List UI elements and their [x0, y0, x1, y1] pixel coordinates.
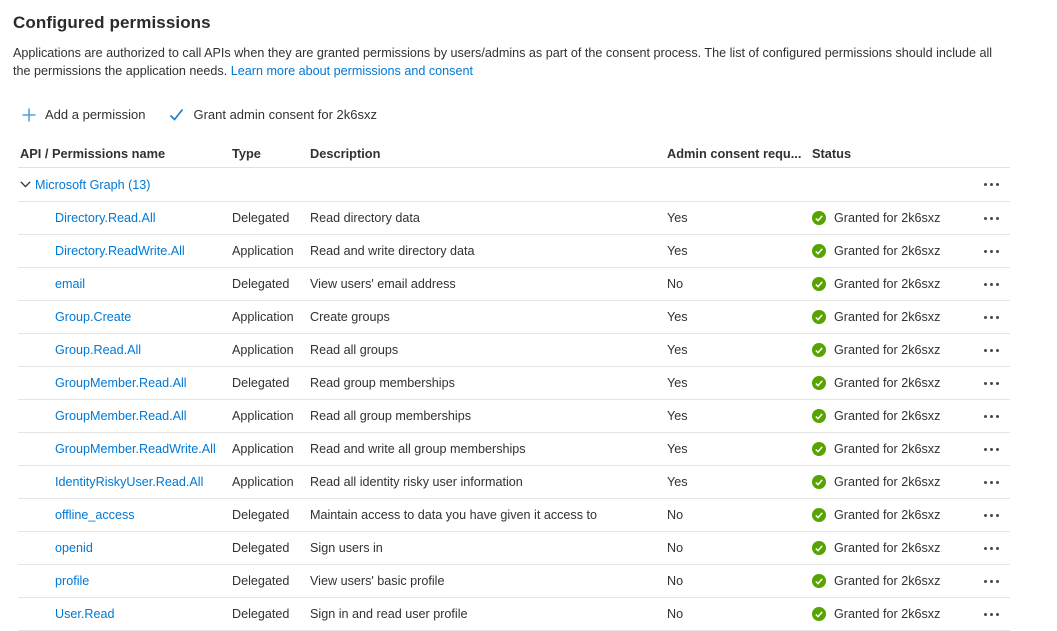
status-text: Granted for 2k6sxz	[834, 574, 941, 588]
permission-type: Delegated	[232, 508, 290, 522]
status-cell	[812, 607, 973, 621]
status-cell	[812, 442, 973, 456]
permission-type: Delegated	[232, 607, 290, 621]
green-check-circle-icon	[812, 475, 826, 489]
permission-description: Read group memberships	[310, 376, 455, 390]
checkmark-icon	[169, 108, 184, 121]
permission-type: Application	[232, 244, 294, 258]
permission-name-link[interactable]: GroupMember.ReadWrite.All	[55, 442, 216, 456]
permission-name-link[interactable]: GroupMember.Read.All	[55, 409, 187, 423]
green-check-circle-icon	[812, 442, 826, 456]
permission-type: Delegated	[232, 541, 290, 555]
permission-type: Delegated	[232, 574, 290, 588]
row-menu-button[interactable]	[978, 576, 1005, 587]
status-cell	[812, 244, 973, 258]
toolbar	[20, 103, 379, 126]
grant-admin-consent-label: Grant admin consent for 2k6sxz	[193, 107, 377, 122]
admin-consent-value: No	[667, 508, 684, 522]
permission-description: Sign users in	[310, 541, 383, 555]
table-row	[18, 400, 1010, 433]
admin-consent-value: Yes	[667, 244, 688, 258]
status-text: Granted for 2k6sxz	[834, 475, 941, 489]
table-row	[18, 301, 1010, 334]
table-row	[18, 334, 1010, 367]
add-permission-label: Add a permission	[45, 107, 146, 122]
status-cell	[812, 376, 973, 390]
permission-description: Read directory data	[310, 211, 420, 225]
admin-consent-value: No	[667, 574, 684, 588]
admin-consent-value: Yes	[667, 376, 688, 390]
table-body	[18, 202, 1010, 631]
status-text: Granted for 2k6sxz	[834, 277, 941, 291]
permission-name-link[interactable]: GroupMember.Read.All	[55, 376, 187, 390]
table-row	[18, 202, 1010, 235]
grant-admin-consent-button[interactable]	[167, 103, 379, 126]
permission-description: Maintain access to data you have given it access to	[310, 508, 598, 522]
row-menu-button[interactable]	[978, 609, 1005, 620]
status-cell	[812, 541, 973, 555]
permission-name-link[interactable]: Group.Read.All	[55, 343, 142, 357]
status-text: Granted for 2k6sxz	[834, 244, 941, 258]
admin-consent-value: Yes	[667, 409, 688, 423]
row-menu-button[interactable]	[978, 510, 1005, 521]
green-check-circle-icon	[812, 508, 826, 522]
group-menu-button[interactable]	[978, 179, 1005, 190]
green-check-circle-icon	[812, 607, 826, 621]
green-check-circle-icon	[812, 376, 826, 390]
row-menu-button[interactable]	[978, 279, 1005, 290]
row-menu-button[interactable]	[978, 312, 1005, 323]
status-text: Granted for 2k6sxz	[834, 508, 941, 522]
permission-type: Application	[232, 310, 294, 324]
admin-consent-value: Yes	[667, 442, 688, 456]
add-permission-button[interactable]	[20, 103, 147, 126]
column-header-admin-consent: Admin consent requ...	[667, 146, 802, 161]
page-title: Configured permissions	[13, 13, 211, 32]
permission-type: Application	[232, 343, 294, 357]
api-group-link[interactable]: Microsoft Graph (13)	[35, 177, 151, 192]
status-cell	[812, 574, 973, 588]
table-row	[18, 499, 1010, 532]
row-menu-button[interactable]	[978, 378, 1005, 389]
column-header-description: Description	[310, 146, 381, 161]
permission-description: Read all identity risky user information	[310, 475, 523, 489]
table-header-row	[18, 140, 1010, 168]
permission-name-link[interactable]: profile	[55, 574, 90, 588]
table-row	[18, 598, 1010, 631]
status-text: Granted for 2k6sxz	[834, 541, 941, 555]
page-description-text: Applications are authorized to call APIs when they are granted permissions by users/admins as part of the consent process. The list of configured permissions should include all the permissions the application needs.	[13, 46, 993, 78]
status-cell	[812, 508, 973, 522]
green-check-circle-icon	[812, 310, 826, 324]
row-menu-button[interactable]	[978, 543, 1005, 554]
admin-consent-value: Yes	[667, 310, 688, 324]
status-cell	[812, 211, 973, 225]
green-check-circle-icon	[812, 244, 826, 258]
status-text: Granted for 2k6sxz	[834, 310, 941, 324]
status-cell	[812, 310, 973, 324]
status-text: Granted for 2k6sxz	[834, 376, 941, 390]
learn-more-link[interactable]: Learn more about permissions and consent	[230, 63, 473, 78]
permission-name-link[interactable]: Group.Create	[55, 310, 132, 324]
green-check-circle-icon	[812, 541, 826, 555]
permission-name-link[interactable]: User.Read	[55, 607, 115, 621]
permission-type: Delegated	[232, 376, 290, 390]
row-menu-button[interactable]	[978, 213, 1005, 224]
admin-consent-value: Yes	[667, 343, 688, 357]
status-cell	[812, 475, 973, 489]
permission-name-link[interactable]: openid	[55, 541, 93, 555]
permission-description: Read and write directory data	[310, 244, 475, 258]
admin-consent-value: No	[667, 541, 684, 555]
permission-name-link[interactable]: email	[55, 277, 86, 291]
permission-description: View users' basic profile	[310, 574, 445, 588]
admin-consent-value: Yes	[667, 475, 688, 489]
status-cell	[812, 409, 973, 423]
table-row	[18, 235, 1010, 268]
row-menu-button[interactable]	[978, 477, 1005, 488]
permission-type: Delegated	[232, 211, 290, 225]
permission-type: Application	[232, 442, 294, 456]
green-check-circle-icon	[812, 574, 826, 588]
permission-description: View users' email address	[310, 277, 456, 291]
permission-type: Application	[232, 409, 294, 423]
status-text: Granted for 2k6sxz	[834, 211, 941, 225]
green-check-circle-icon	[812, 343, 826, 357]
row-menu-button[interactable]	[978, 345, 1005, 356]
column-header-api-permissions-name: API / Permissions name	[20, 146, 166, 161]
permission-description: Read all group memberships	[310, 409, 472, 423]
permission-description: Sign in and read user profile	[310, 607, 468, 621]
row-menu-button[interactable]	[978, 411, 1005, 422]
table-row	[18, 532, 1010, 565]
status-text: Granted for 2k6sxz	[834, 343, 941, 357]
green-check-circle-icon	[812, 211, 826, 225]
api-group-row	[18, 168, 1010, 202]
permission-name-link[interactable]: Directory.ReadWrite.All	[55, 244, 185, 258]
table-row	[18, 466, 1010, 499]
admin-consent-value: No	[667, 607, 684, 621]
permission-name-link[interactable]: offline_access	[55, 508, 135, 522]
column-header-type: Type	[232, 146, 261, 161]
page-description	[13, 45, 1008, 80]
permission-name-link[interactable]: Directory.Read.All	[55, 211, 156, 225]
permission-type: Application	[232, 475, 294, 489]
status-cell	[812, 277, 973, 291]
permission-name-link[interactable]: IdentityRiskyUser.Read.All	[55, 475, 204, 489]
admin-consent-value: Yes	[667, 211, 688, 225]
row-menu-button[interactable]	[978, 246, 1005, 257]
table-row	[18, 367, 1010, 400]
permission-description: Create groups	[310, 310, 390, 324]
table-row	[18, 565, 1010, 598]
green-check-circle-icon	[812, 277, 826, 291]
row-menu-button[interactable]	[978, 444, 1005, 455]
status-text: Granted for 2k6sxz	[834, 607, 941, 621]
permission-type: Delegated	[232, 277, 290, 291]
status-text: Granted for 2k6sxz	[834, 409, 941, 423]
table-row	[18, 268, 1010, 301]
green-check-circle-icon	[812, 409, 826, 423]
permissions-table	[18, 140, 1010, 631]
admin-consent-value: No	[667, 277, 684, 291]
status-cell	[812, 343, 973, 357]
chevron-down-icon[interactable]	[20, 181, 31, 188]
table-row	[18, 433, 1010, 466]
permission-description: Read all groups	[310, 343, 399, 357]
status-text: Granted for 2k6sxz	[834, 442, 941, 456]
plus-icon	[22, 108, 36, 122]
permission-description: Read and write all group memberships	[310, 442, 526, 456]
column-header-status: Status	[812, 146, 852, 161]
